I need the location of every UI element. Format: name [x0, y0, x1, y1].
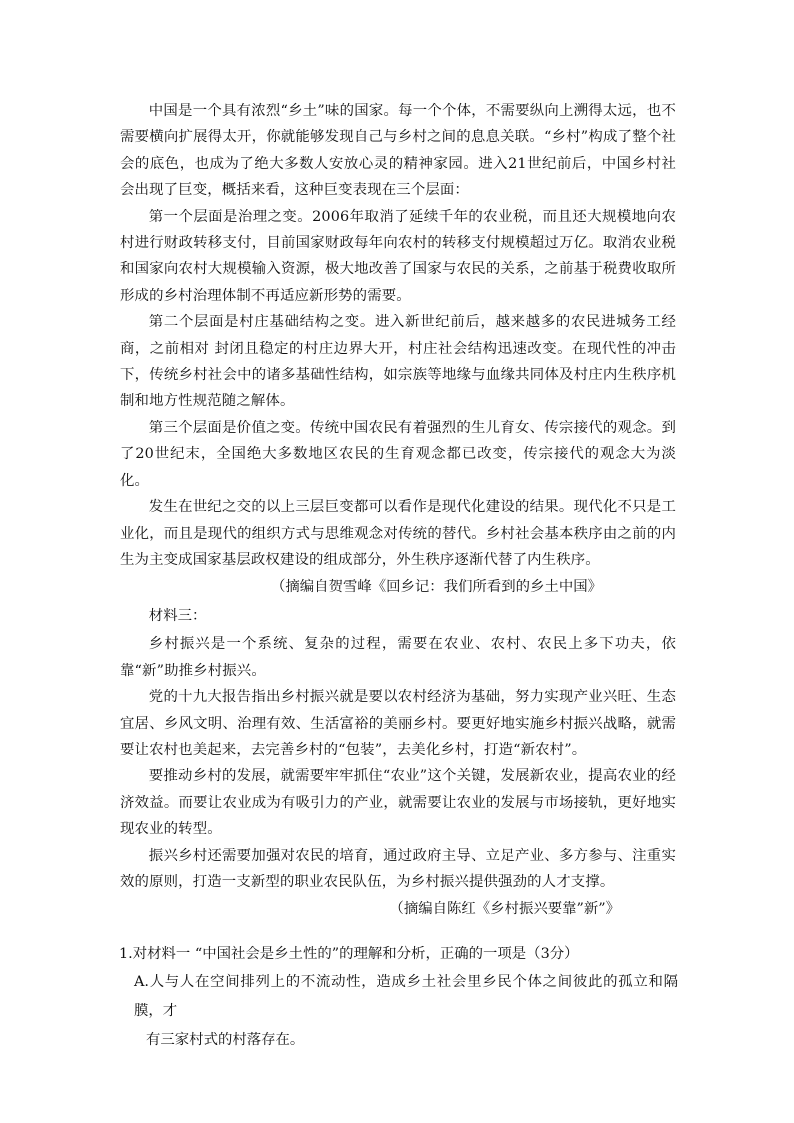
question-stem: 1.对材料一 “中国社会是乡土性的”的理解和分析，正确的一项是（3分）: [119, 946, 579, 962]
paragraph: 中国是一个具有浓烈“乡土”味的国家。每一个个体，不需要纵向上溯得太远，也不需要横向扩展得太开，你就能够发现自己与乡村之间的息息关联。“乡村”构成了整个社会的底色，也成为了绝大多数人安放心灵的精神家园。进入21世纪前后，中国乡村社会出现了巨变，概括来看，这种巨变表现在三个层面：: [120, 103, 676, 199]
material-label: 材料三：: [148, 608, 207, 625]
paragraph: 第二个层面是村庄基础结构之变。进入新世纪前后，越来越多的农民进城务工经商，之前相对 封闭且稳定的村庄边界大开，村庄社会结构迅速改变。在现代性的冲击下，传统乡村社会中的诸多基础性结构，如宗族等地缘与血缘共同体及村庄内生秩序机制和地方性规范随之解体。: [120, 314, 676, 410]
passage-body: [120, 98, 676, 924]
paragraph: 乡村振兴是一个系统、复杂的过程，需要在农业、农村、农民上多下功夫，依靠“新”助推乡村振兴。: [120, 636, 676, 679]
source-citation: （摘编自贺雪峰《回乡记：我们所看到的乡土中国》: [271, 579, 602, 596]
paragraph: 发生在世纪之交的以上三层巨变都可以看作是现代化建设的结果。现代化不只是工业化，而且是现代的组织方式与思维观念对传统的替代。乡村社会基本秩序由之前的内生为主变成国家基层政权建设的组成部分，外生秩序逐渐代替了内生秩序。: [120, 499, 676, 568]
paragraph: 第一个层面是治理之变。2006年取消了延续千年的农业税，而且还大规模地向农村进行财政转移支付，目前国家财政每年向农村的转移支付规模超过万亿。取消农业税和国家向农村大规模输入资源，极大地改善了国家与农民的关系，之前基于税费收取所形成的乡村治理体制不再适应新形势的需要。: [120, 208, 676, 304]
option-a: [134, 968, 678, 1055]
paragraph: 第三个层面是价值之变。传统中国农民有着强烈的生儿育女、传宗接代的观念。到了20世纪末，全国绝大多数地区农民的生育观念都已改变，传宗接代的观念大为淡化。: [120, 419, 676, 489]
paragraph: 党的十九大报告指出乡村振兴就是要以农村经济为基础，努力实现产业兴旺、生态宜居、乡风文明、治理有效、生活富裕的美丽乡村。要更好地实施乡村振兴战略，就需要让农村也美起来，去完善乡村的“包装”，去美化乡村，打造“新农村”。: [120, 689, 676, 758]
option-a-line1: A.人与人在空间排列上的不流动性，造成乡土社会里乡民个体之间彼此的孤立和隔膜，才: [134, 974, 678, 1019]
source-citation: （摘编自陈红《乡村振兴要靠”新”》: [389, 901, 620, 918]
paragraph: 要推动乡村的发展，就需要牢牢抓住“农业”这个关键，发展新农业，提高农业的经济效益。而要让农业成为有吸引力的产业，就需要让农业的发展与市场接轨，更好地实现农业的转型。: [120, 768, 676, 838]
paragraph: 振兴乡村还需要加强对农民的培育，通过政府主导、立足产业、多方参与、注重实效的原则，打造一支新型的职业农民队伍，为乡村振兴提供强劲的人才支撑。: [120, 847, 676, 890]
option-a-line2: 有三家村式的村落存在。: [146, 1032, 305, 1048]
